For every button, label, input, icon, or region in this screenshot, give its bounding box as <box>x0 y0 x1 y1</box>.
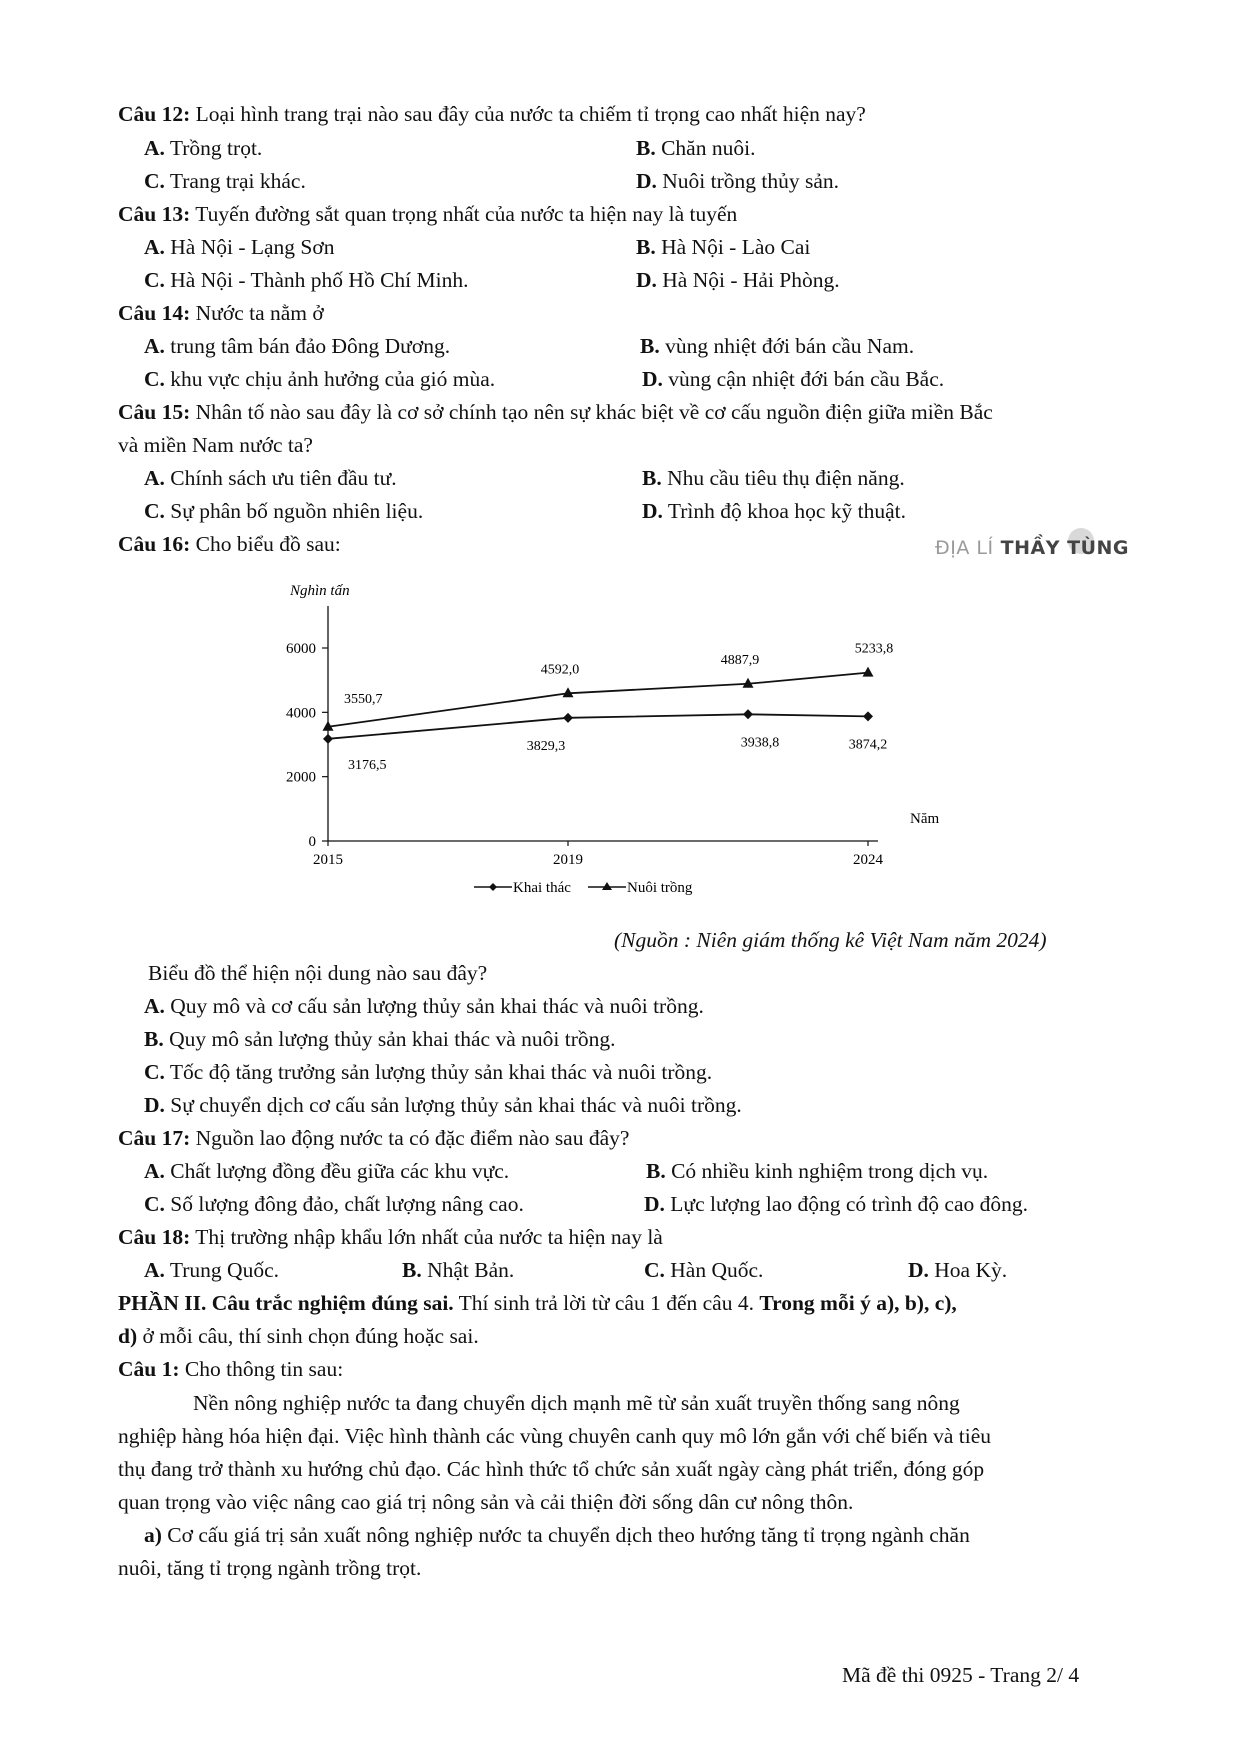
data-label: 3874,2 <box>848 737 888 753</box>
data-point <box>743 678 754 688</box>
option-c: C. Tốc độ tăng trưởng sản lượng thủy sản khai thác và nuôi trồng. <box>144 1060 713 1084</box>
data-label: 4592,0 <box>540 662 580 678</box>
data-label: 4887,9 <box>720 652 760 668</box>
option-c: C. Trang trại khác. <box>144 169 306 193</box>
x-tick-label: 2015 <box>313 852 343 868</box>
option-a: A. trung tâm bán đảo Đông Dương. <box>144 334 451 358</box>
data-label: 3176,5 <box>348 757 387 773</box>
page-footer: Mã đề thi 0925 - Trang 2/ 4 <box>842 1663 1080 1687</box>
data-point <box>563 687 574 697</box>
data-label: 3938,8 <box>740 735 780 751</box>
watermark-logo: ĐỊA LÍ THẦY TÙNG <box>935 537 1130 559</box>
option-a: A. Trồng trọt. <box>144 136 263 160</box>
x-tick-label: 2019 <box>553 852 583 868</box>
option-b: B. Nhu cầu tiêu thụ điện năng. <box>642 466 905 490</box>
question-17: Câu 17: Nguồn lao động nước ta có đặc điểm nào sau đây? <box>118 1126 630 1150</box>
x-axis-label: Năm <box>910 811 940 827</box>
legend-label-khai-thac: Khai thác <box>513 880 571 896</box>
data-point <box>743 709 753 719</box>
data-point <box>863 711 873 721</box>
question-15-cont: và miền Nam nước ta? <box>118 433 313 457</box>
legend-label-nuoi-trong: Nuôi trồng <box>627 880 693 896</box>
option-c: C. Sự phân bố nguồn nhiên liệu. <box>144 499 424 523</box>
data-point <box>323 734 333 744</box>
option-d: D. Hà Nội - Hải Phòng. <box>636 268 840 292</box>
part-2-heading-cont: d) ở mỗi câu, thí sinh chọn đúng hoặc sai. <box>118 1324 479 1348</box>
y-tick-label: 4000 <box>286 705 316 722</box>
option-b: B. Có nhiều kinh nghiệm trong dịch vụ. <box>646 1159 989 1183</box>
option-d: D. Sự chuyển dịch cơ cấu sản lượng thủy sản khai thác và nuôi trồng. <box>144 1093 742 1117</box>
option-c: C. Số lượng đông đảo, chất lượng nâng cao. <box>144 1192 524 1216</box>
part-2-question-1: Câu 1: Cho thông tin sau: <box>118 1357 344 1381</box>
option-b: B. Nhật Bản. <box>402 1258 515 1282</box>
question-label: Câu 12: <box>118 102 191 126</box>
question-16-prompt: Biểu đồ thể hiện nội dung nào sau đây? <box>148 961 488 985</box>
series-line-khai-thac <box>328 714 868 739</box>
x-tick-label: 2024 <box>853 852 883 868</box>
option-d: D. Lực lượng lao động có trình độ cao đông. <box>644 1192 1028 1216</box>
option-c: C. khu vực chịu ảnh hưởng của gió mùa. <box>144 367 496 391</box>
option-d: D. vùng cận nhiệt đới bán cầu Bắc. <box>642 367 945 391</box>
part-2-heading: PHẦN II. Câu trắc nghiệm đúng sai. Thí sinh trả lời từ câu 1 đến câu 4. Trong mỗi ý a), b), c), <box>118 1291 957 1315</box>
question-15: Câu 15: Nhân tố nào sau đây là cơ sở chính tạo nên sự khác biệt về cơ cấu nguồn điện giữa miền Bắc <box>118 400 993 424</box>
statement-a-cont: nuôi, tăng tỉ trọng ngành trồng trọt. <box>118 1556 422 1580</box>
legend-marker-nuoi-trong <box>602 882 612 890</box>
question-13: Câu 13: Tuyến đường sắt quan trọng nhất của nước ta hiện nay là tuyến <box>118 202 738 226</box>
data-label: 5233,8 <box>854 641 894 657</box>
option-b: B. Chăn nuôi. <box>636 136 756 160</box>
option-a: A. Trung Quốc. <box>144 1258 279 1282</box>
info-paragraph-line: thụ đang trở thành xu hướng chủ đạo. Các hình thức tổ chức sản xuất ngày càng phát triển, đóng góp <box>118 1457 985 1481</box>
option-b: B. Hà Nội - Lào Cai <box>636 235 811 259</box>
chart-source: (Nguồn : Niên giám thống kê Việt Nam năm 2024) <box>614 928 1047 952</box>
option-a: A. Hà Nội - Lạng Sơn <box>144 235 335 259</box>
y-tick-label: 6000 <box>286 641 316 657</box>
option-b: B. Quy mô sản lượng thủy sản khai thác và nuôi trồng. <box>144 1027 616 1051</box>
y-tick-label: 2000 <box>286 769 316 786</box>
y-axis-label: Nghìn tấn <box>290 583 350 599</box>
option-b: B. vùng nhiệt đới bán cầu Nam. <box>640 334 915 358</box>
option-a: A. Chất lượng đồng đều giữa các khu vực. <box>144 1159 510 1183</box>
option-d: D. Nuôi trồng thủy sản. <box>636 169 840 193</box>
question-12 <box>118 104 866 126</box>
info-paragraph-line: quan trọng vào việc nâng cao giá trị nông sản và cải thiện đời sống dân cư nông thôn. <box>118 1490 854 1514</box>
option-a: A. Quy mô và cơ cấu sản lượng thủy sản khai thác và nuôi trồng. <box>144 994 704 1018</box>
question-text: Loại hình trang trại nào sau đây của nước ta chiếm tỉ trọng cao nhất hiện nay? <box>190 102 866 126</box>
info-paragraph-line: Nền nông nghiệp nước ta đang chuyển dịch mạnh mẽ từ sản xuất truyền thống sang nông <box>193 1391 960 1415</box>
series-line-nuoi-trong <box>328 673 868 727</box>
info-paragraph-line: nghiệp hàng hóa hiện đại. Việc hình thành các vùng chuyên canh quy mô lớn gắn với chế biến và tiêu <box>118 1424 992 1448</box>
y-tick-label: 0 <box>308 834 316 850</box>
option-a: A. Chính sách ưu tiên đầu tư. <box>144 466 397 490</box>
option-d: D. Trình độ khoa học kỹ thuật. <box>642 499 906 523</box>
question-16: Câu 16: Cho biểu đồ sau: <box>118 532 341 556</box>
data-point <box>863 667 874 677</box>
data-label: 3829,3 <box>526 738 566 754</box>
data-point <box>323 721 334 731</box>
option-c: C. Hà Nội - Thành phố Hồ Chí Minh. <box>144 268 469 292</box>
option-c: C. Hàn Quốc. <box>644 1258 764 1282</box>
option-d: D. Hoa Kỳ. <box>908 1258 1008 1282</box>
statement-a: a) Cơ cấu giá trị sản xuất nông nghiệp nước ta chuyển dịch theo hướng tăng tỉ trọng ngành chăn <box>144 1523 970 1547</box>
data-label: 3550,7 <box>344 691 383 707</box>
legend-marker-khai-thac <box>489 883 497 891</box>
data-point <box>563 713 573 723</box>
question-14: Câu 14: Nước ta nằm ở <box>118 301 324 325</box>
question-18: Câu 18: Thị trường nhập khẩu lớn nhất của nước ta hiện nay là <box>118 1225 663 1249</box>
